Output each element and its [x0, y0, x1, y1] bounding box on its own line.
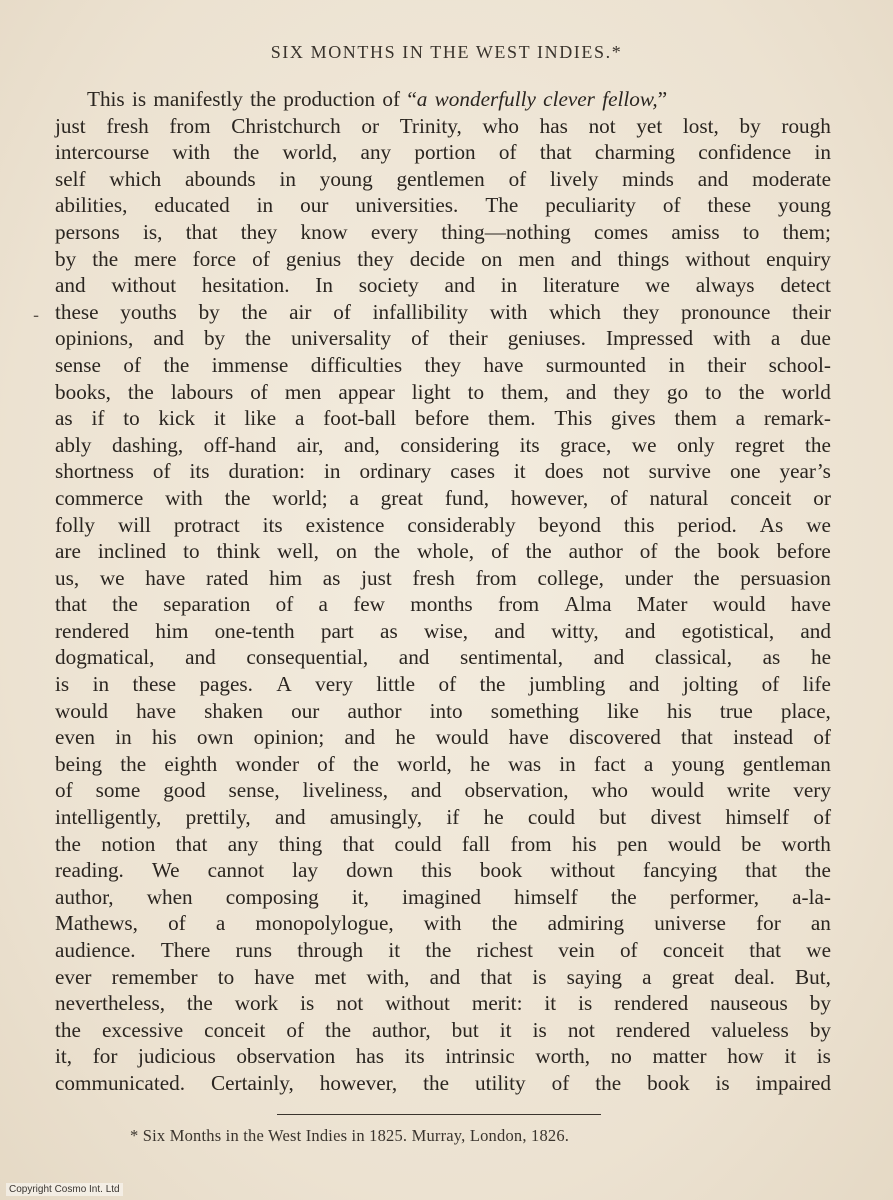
body-line: rendered him one-tenth part as wise, and witty, and egotistical, and: [55, 618, 831, 643]
first-line-quote: a wonderfully clever fellow,: [416, 87, 658, 111]
body-line: us, we have rated him as just fresh from college, under the persuasion: [55, 565, 831, 590]
body-line: persons is, that they know every thing—nothing comes amiss to them;: [55, 219, 831, 244]
body-line: that the separation of a few months from Alma Mater would have: [55, 592, 831, 617]
body-line: by the mere force of genius they decide on men and things without enquiry: [55, 246, 831, 271]
first-line-close: ”: [657, 87, 668, 111]
body-line: self which abounds in young gentlemen of lively minds and moderate: [55, 166, 831, 191]
body-line: of some good sense, liveliness, and observation, who would write very: [55, 778, 831, 803]
body-line: sense of the immense difficulties they have surmounted in their school-: [55, 352, 831, 377]
body-line: commerce with the world; a great fund, however, of natural conceit or: [55, 485, 831, 510]
footnote: * Six Months in the West Indies in 1825. Murray, London, 1826.: [130, 1126, 570, 1145]
body-line: are inclined to think well, on the whole, of the author of the book before: [55, 539, 831, 564]
body-line: just fresh from Christchurch or Trinity, who has not yet lost, by rough: [55, 113, 831, 138]
first-line-text: [87, 86, 667, 113]
body-line: author, when composing it, imagined himself the performer, a-la-: [55, 884, 831, 909]
body-line: dogmatical, and consequential, and sentimental, and classical, as he: [55, 645, 831, 670]
footnote-rule: [277, 1114, 601, 1115]
body-line: folly will protract its existence considerably beyond this period. As we: [55, 512, 831, 537]
copyright-watermark: Copyright Cosmo Int. Ltd: [6, 1183, 123, 1196]
body-line: these youths by the air of infallibility with which they pronounce their: [55, 299, 831, 324]
body-line: ever remember to have met with, and that is saying a great deal. But,: [55, 964, 831, 989]
body-line: ably dashing, off-hand air, and, considering its grace, we only regret the: [55, 432, 831, 457]
body-line: audience. There runs through it the richest vein of conceit that we: [55, 938, 831, 962]
body-line: intercourse with the world, any portion of that charming confidence in: [55, 140, 831, 165]
body-line: nevertheless, the work is not without merit: it is rendered nauseous by: [55, 991, 831, 1016]
first-line-lead: This is manifestly the production of “: [87, 87, 417, 111]
article-title: SIX MONTHS IN THE WEST INDIES.*: [270, 42, 623, 62]
body-line: books, the labours of men appear light to them, and they go to the world: [55, 379, 831, 404]
body-line: abilities, educated in our universities. The peculiarity of these young: [55, 193, 831, 218]
body-line: the notion that any thing that could fall from his pen would be worth: [55, 831, 831, 856]
body-lines: [55, 113, 831, 1097]
body-line: the excessive conceit of the author, but it is not rendered valueless by: [55, 1017, 831, 1042]
body-line: opinions, and by the universality of their geniuses. Impressed with a due: [55, 326, 831, 351]
body-line: it, for judicious observation has its intrinsic worth, no matter how it is: [55, 1044, 831, 1069]
body-line: Mathews, of a monopolylogue, with the admiring universe for an: [55, 911, 831, 936]
body-line: communicated. Certainly, however, the utility of the book is impaired: [55, 1070, 831, 1095]
body-line: shortness of its duration: in ordinary cases it does not survive one year’s: [55, 459, 831, 484]
article-body: [55, 86, 831, 1097]
body-line: is in these pages. A very little of the jumbling and jolting of life: [55, 672, 831, 697]
body-line: intelligently, prettily, and amusingly, if he could but divest himself of: [55, 805, 831, 830]
body-line-first: [55, 86, 831, 113]
body-line: reading. We cannot lay down this book without fancying that the: [55, 858, 831, 883]
body-line: and without hesitation. In society and in literature we always detect: [55, 273, 831, 298]
margin-mark: -: [33, 305, 40, 326]
body-line: being the eighth wonder of the world, he was in fact a young gentleman: [55, 751, 831, 776]
body-line: would have shaken our author into something like his true place,: [55, 698, 831, 723]
body-line: even in his own opinion; and he would have discovered that instead of: [55, 725, 831, 750]
body-line: as if to kick it like a foot-ball before them. This gives them a remark-: [55, 406, 831, 431]
